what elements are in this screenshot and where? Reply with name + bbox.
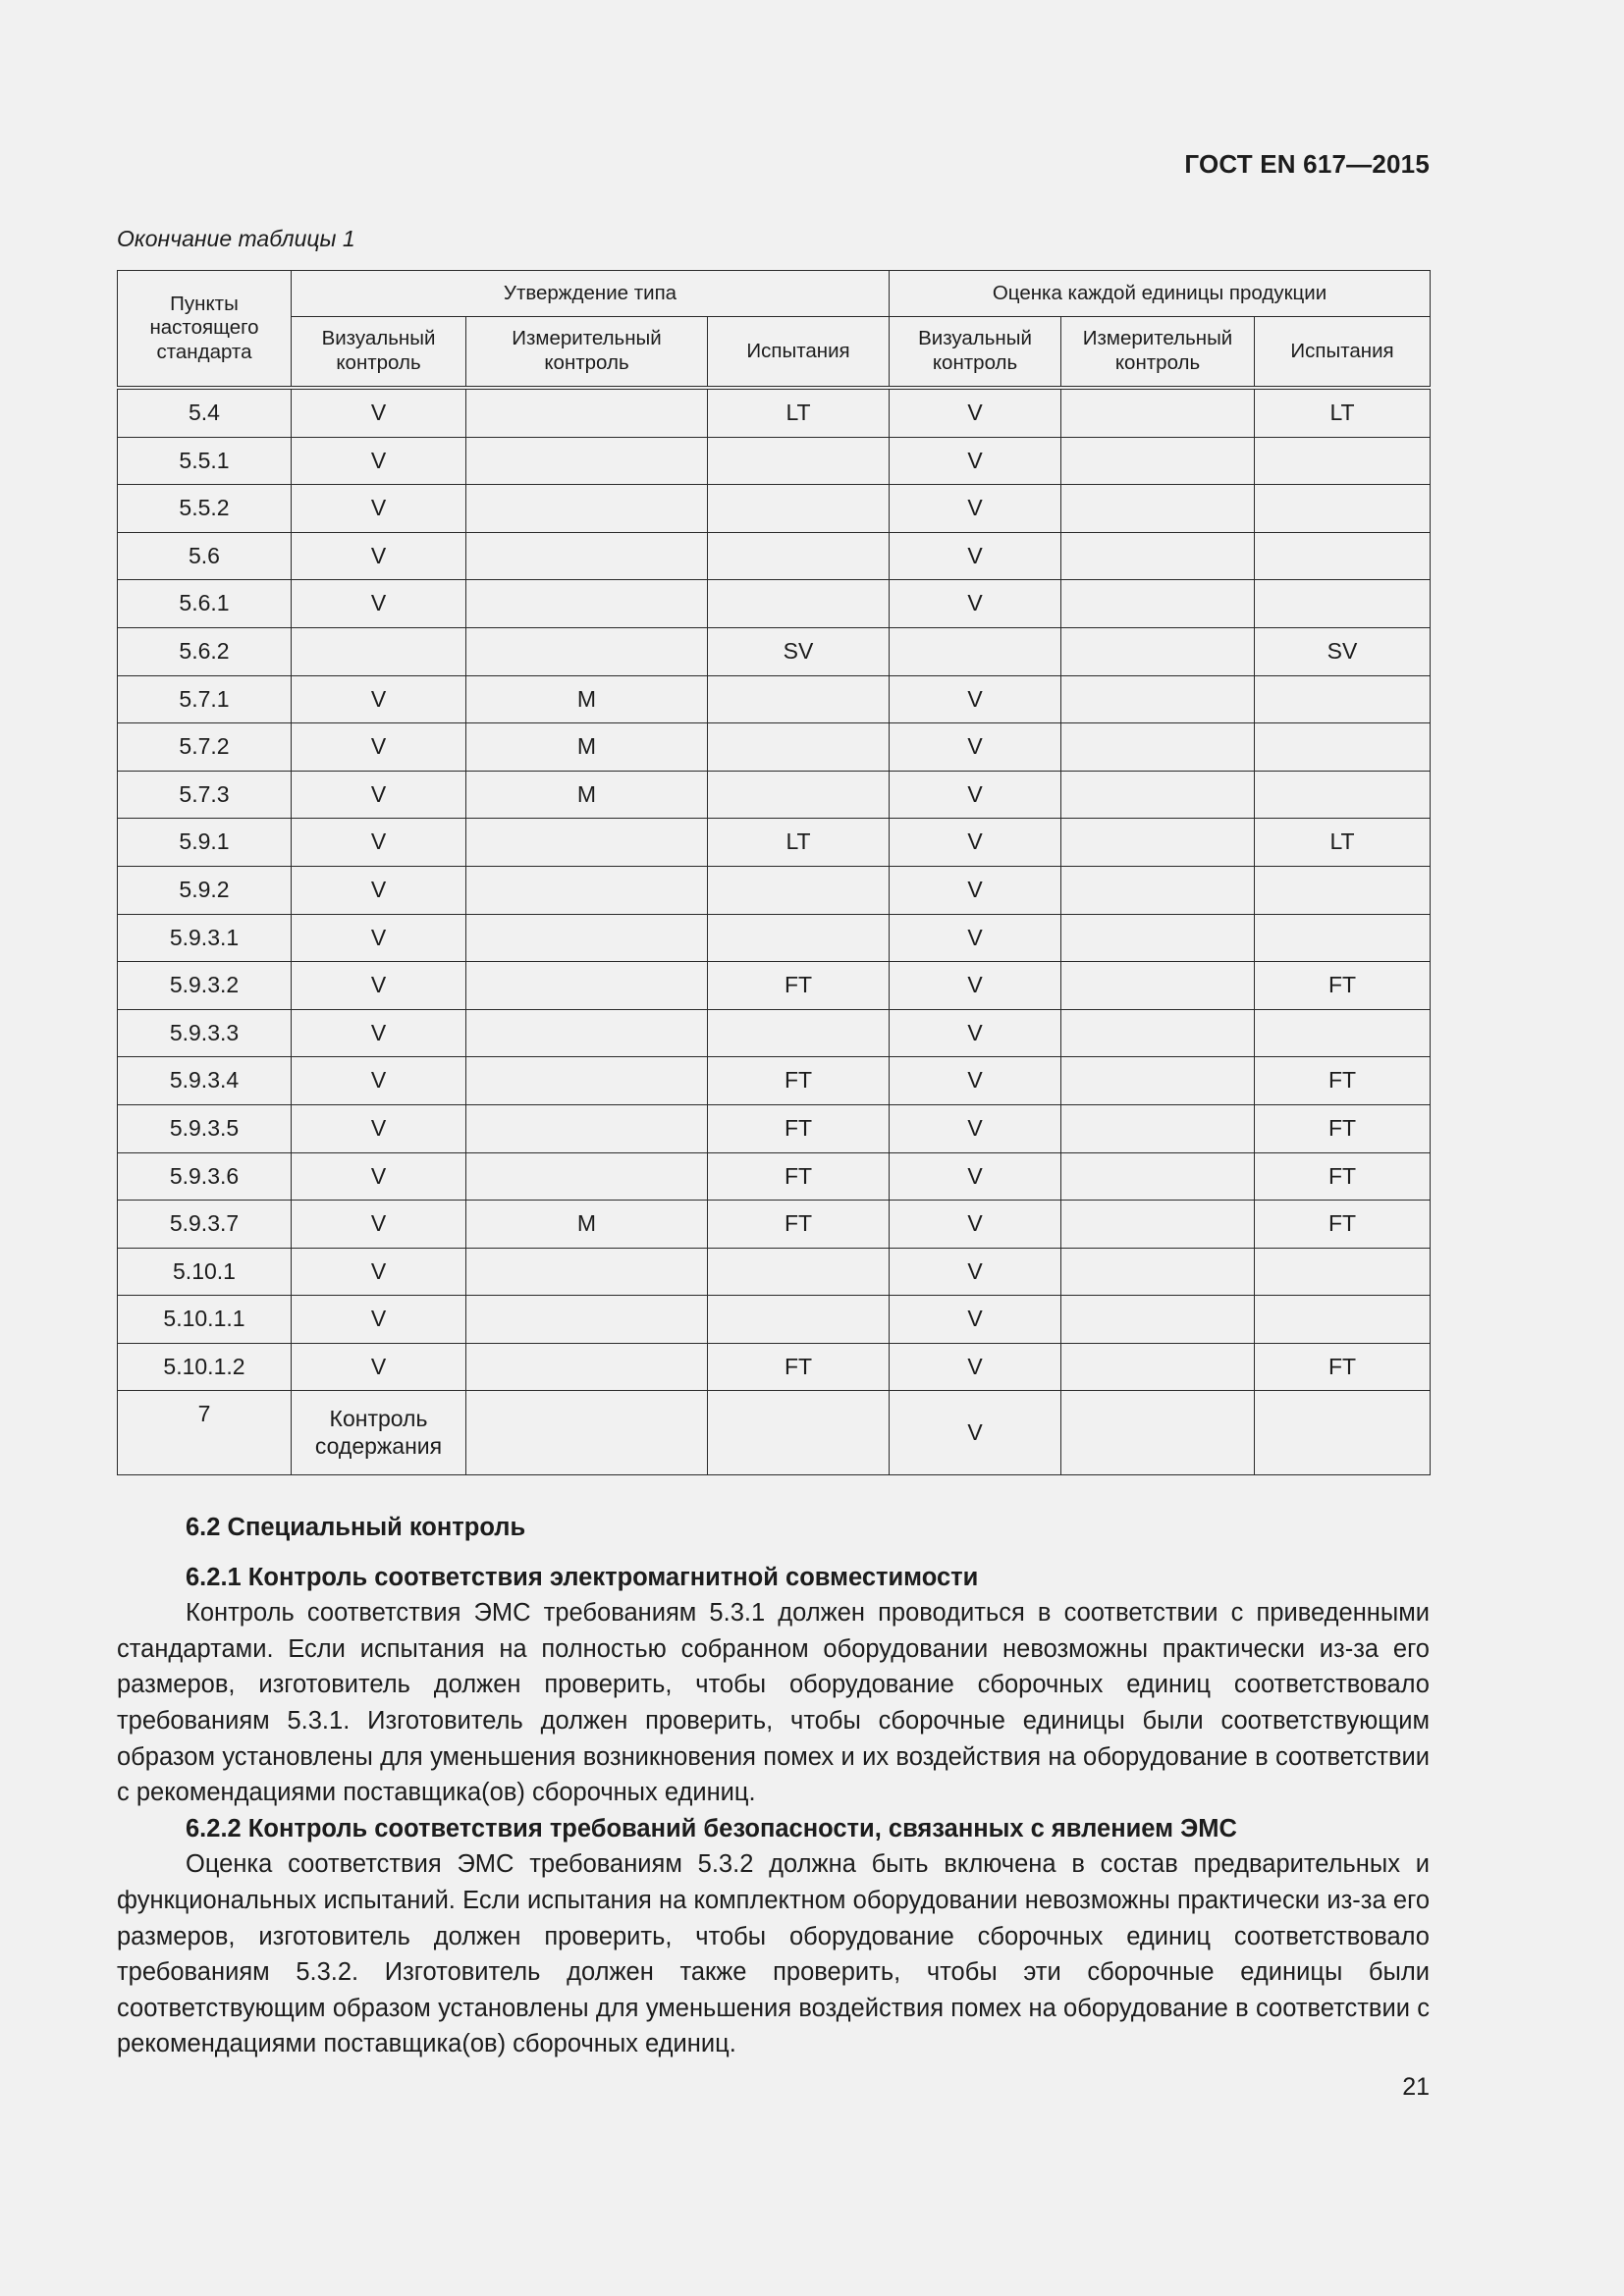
table-cell [708, 866, 890, 914]
table-cell [708, 1391, 890, 1475]
table-cell: FT [1255, 1104, 1431, 1152]
table-cell [466, 532, 708, 580]
table-cell: V [292, 532, 466, 580]
table-cell [1061, 1296, 1255, 1344]
table-cell: FT [1255, 1201, 1431, 1249]
table-cell [708, 580, 890, 628]
clause-cell: 5.10.1.2 [118, 1343, 292, 1391]
table-cell [466, 1104, 708, 1152]
table-row [118, 532, 1431, 580]
header-clause: Пункты настоящего стандарта [118, 271, 292, 389]
table-cell: M [466, 771, 708, 819]
table-cell [1061, 866, 1255, 914]
table-cell: FT [1255, 1343, 1431, 1391]
clause-cell: 5.9.3.3 [118, 1009, 292, 1057]
table-row [118, 1104, 1431, 1152]
table-cell [1255, 675, 1431, 723]
table-cell: V [292, 962, 466, 1010]
table-cell: V [890, 1104, 1061, 1152]
table-cell [708, 1248, 890, 1296]
table-cell [708, 723, 890, 772]
table-row [118, 580, 1431, 628]
table-row [118, 1248, 1431, 1296]
table-row [118, 866, 1431, 914]
table-cell: V [890, 1391, 1061, 1475]
table-row [118, 1296, 1431, 1344]
table-cell [1061, 388, 1255, 437]
table-cell [708, 485, 890, 533]
table-cell: V [292, 580, 466, 628]
table-cell: LT [1255, 388, 1431, 437]
table-cell: SV [708, 627, 890, 675]
table-cell [466, 1391, 708, 1475]
table-cell: V [890, 532, 1061, 580]
section-heading-6-2-2: 6.2.2 Контроль соответствия требований безопасности, связанных с явлением ЭМС [186, 1814, 1237, 1842]
table-row [118, 627, 1431, 675]
table-cell [1061, 532, 1255, 580]
table-cell [1255, 771, 1431, 819]
table-cell: M [466, 723, 708, 772]
table-cell [890, 627, 1061, 675]
table-cell: V [292, 388, 466, 437]
clause-cell: 5.9.1 [118, 819, 292, 867]
clause-cell: 5.10.1 [118, 1248, 292, 1296]
clause-cell: 5.9.3.5 [118, 1104, 292, 1152]
table-row [118, 485, 1431, 533]
table-cell: V [292, 1009, 466, 1057]
table-cell [1255, 1296, 1431, 1344]
table-cell [1061, 819, 1255, 867]
table-row [118, 1391, 1431, 1475]
subheader-measurement: Измерительный контроль [466, 317, 708, 389]
table-cell: V [292, 1152, 466, 1201]
table-cell: V [890, 723, 1061, 772]
table-cell: V [890, 914, 1061, 962]
table-cell: V [890, 388, 1061, 437]
table-cell: V [292, 1296, 466, 1344]
table-cell: V [890, 962, 1061, 1010]
table-cell: V [292, 675, 466, 723]
section-heading-6-2-1: 6.2.1 Контроль соответствия электромагнитной совместимости [186, 1563, 979, 1591]
header-type-approval: Утверждение типа [292, 271, 890, 317]
subheader-visual: Визуальный контроль [292, 317, 466, 389]
clause-cell: 5.7.2 [118, 723, 292, 772]
paragraph-6-2-2: Оценка соответствия ЭМС требованиям 5.3.2 должна быть включена в состав предварительных и функциональных испытаний. Если испытания на комплектном оборудовании невозможны практически из-за его размеров, изготовитель должен проверить, чтобы оборудование сборочных единиц соответствовало требованиям 5.3.2. Изготовитель должен также проверить, чтобы эти сборочные единицы были соответствующим образом установлены для уменьшения воздействия помех на оборудование в соответствии с рекомендациями поставщика(ов) сборочных единиц. [117, 1850, 1430, 2058]
table-cell [1255, 437, 1431, 485]
table-cell [1061, 1152, 1255, 1201]
table-cell [1061, 437, 1255, 485]
table-cell [1255, 532, 1431, 580]
clause-cell: 5.4 [118, 388, 292, 437]
table-cell: LT [1255, 819, 1431, 867]
table-cell: V [890, 1009, 1061, 1057]
table-cell [1255, 1391, 1431, 1475]
table-cell: FT [708, 1201, 890, 1249]
table-cell [1061, 1248, 1255, 1296]
table-cell [1061, 1057, 1255, 1105]
table-row [118, 1152, 1431, 1201]
table-cell [292, 627, 466, 675]
table-cell [1061, 1009, 1255, 1057]
inspection-table [117, 270, 1431, 1475]
clause-cell: 5.9.2 [118, 866, 292, 914]
table-cell [1061, 1343, 1255, 1391]
table-cell: V [292, 1248, 466, 1296]
table-cell: V [890, 771, 1061, 819]
table-cell [466, 485, 708, 533]
table-cell: FT [708, 1057, 890, 1105]
clause-cell: 5.5.1 [118, 437, 292, 485]
table-cell [1061, 914, 1255, 962]
table-cell: V [890, 1201, 1061, 1249]
table-cell: V [292, 1104, 466, 1152]
table-cell [708, 1296, 890, 1344]
subheader-measurement: Измерительный контроль [1061, 317, 1255, 389]
table-cell: M [466, 675, 708, 723]
table-cell [1061, 580, 1255, 628]
table-cell: FT [708, 1343, 890, 1391]
clause-cell: 5.10.1.1 [118, 1296, 292, 1344]
subheader-visual: Визуальный контроль [890, 317, 1061, 389]
table-row [118, 388, 1431, 437]
table-cell [466, 819, 708, 867]
table-cell [466, 1057, 708, 1105]
table-cell [1061, 771, 1255, 819]
clause-cell: 7 [118, 1391, 292, 1475]
table-cell [708, 675, 890, 723]
table-cell [466, 914, 708, 962]
clause-cell: 5.6.2 [118, 627, 292, 675]
table-cell: V [890, 1248, 1061, 1296]
clause-cell: 5.9.3.2 [118, 962, 292, 1010]
table-cell: M [466, 1201, 708, 1249]
table-cell: V [292, 485, 466, 533]
clause-cell: 5.6.1 [118, 580, 292, 628]
table-row [118, 1201, 1431, 1249]
table-cell [1061, 723, 1255, 772]
table-row [118, 1009, 1431, 1057]
table-cell: V [292, 866, 466, 914]
table-cell: Контроль содержания [292, 1391, 466, 1475]
table-cell: FT [1255, 1057, 1431, 1105]
table-cell: V [292, 723, 466, 772]
table-cell [466, 866, 708, 914]
table-row [118, 437, 1431, 485]
table-cell: V [890, 485, 1061, 533]
table-cell: FT [708, 1104, 890, 1152]
table-cell: LT [708, 388, 890, 437]
table-row [118, 1057, 1431, 1105]
table-cell: V [890, 1296, 1061, 1344]
table-cell [466, 1152, 708, 1201]
table-cell: V [292, 1057, 466, 1105]
table-cell [1255, 914, 1431, 962]
table-cell: V [890, 1343, 1061, 1391]
table-cell [1061, 1201, 1255, 1249]
table-cell [1061, 675, 1255, 723]
table-cell [466, 1343, 708, 1391]
table-cell [1255, 485, 1431, 533]
body-text [117, 1510, 1430, 2062]
table-row [118, 962, 1431, 1010]
table-cell: V [890, 675, 1061, 723]
table-cell [466, 388, 708, 437]
table-cell [466, 1296, 708, 1344]
table-row [118, 723, 1431, 772]
table-row [118, 819, 1431, 867]
clause-cell: 5.9.3.6 [118, 1152, 292, 1201]
table-cell [1061, 1104, 1255, 1152]
table-cell: SV [1255, 627, 1431, 675]
table-cell [708, 771, 890, 819]
page-number: 21 [1402, 2073, 1430, 2101]
table-cell: V [890, 437, 1061, 485]
clause-cell: 5.7.3 [118, 771, 292, 819]
table-cell: FT [708, 962, 890, 1010]
table-cell [466, 580, 708, 628]
table-cell: V [292, 819, 466, 867]
table-cell [1061, 485, 1255, 533]
table-cell [1255, 580, 1431, 628]
table-cell [466, 1248, 708, 1296]
table-row [118, 914, 1431, 962]
table-cell [708, 532, 890, 580]
table-cell: V [890, 1057, 1061, 1105]
subheader-tests: Испытания [708, 317, 890, 389]
table-cell [466, 627, 708, 675]
table-cell [1061, 962, 1255, 1010]
paragraph-6-2-1: Контроль соответствия ЭМС требованиям 5.3.1 должен проводиться в соответствии с приведенными стандартами. Если испытания на полностью собранном оборудовании невозможны практически из-за его размеров, изготовитель должен проверить, чтобы оборудование сборочных единиц соответствовало требованиям 5.3.1. Изготовитель должен проверить, чтобы сборочные единицы были соответствующим образом установлены для уменьшения возникновения помех и их воздействия на оборудование в соответствии с рекомендациями поставщика(ов) сборочных единиц. [117, 1599, 1430, 1807]
table-cell: V [890, 580, 1061, 628]
clause-cell: 5.5.2 [118, 485, 292, 533]
table-cell [466, 1009, 708, 1057]
table-cell [1255, 1248, 1431, 1296]
clause-cell: 5.9.3.4 [118, 1057, 292, 1105]
table-row [118, 771, 1431, 819]
table-cell [708, 437, 890, 485]
table-cell [1061, 627, 1255, 675]
table-cell [708, 914, 890, 962]
table-cell: V [292, 1343, 466, 1391]
clause-cell: 5.9.3.7 [118, 1201, 292, 1249]
table-row [118, 675, 1431, 723]
table-cell: V [292, 914, 466, 962]
table-cell [1255, 866, 1431, 914]
clause-cell: 5.6 [118, 532, 292, 580]
section-heading-6-2: 6.2 Специальный контроль [186, 1514, 526, 1541]
table-cell [1061, 1391, 1255, 1475]
header-unit-assessment: Оценка каждой единицы продукции [890, 271, 1431, 317]
document-code: ГОСТ EN 617—2015 [1184, 149, 1430, 179]
table-cell: V [890, 819, 1061, 867]
table-cell [1255, 1009, 1431, 1057]
table-cell [708, 1009, 890, 1057]
table-cell: V [292, 437, 466, 485]
table-cell [466, 437, 708, 485]
table-cell [1255, 723, 1431, 772]
table-cell: V [292, 1201, 466, 1249]
table-cell: FT [1255, 962, 1431, 1010]
table-caption: Окончание таблицы 1 [117, 226, 355, 251]
clause-cell: 5.9.3.1 [118, 914, 292, 962]
table-cell: FT [1255, 1152, 1431, 1201]
table-row [118, 1343, 1431, 1391]
subheader-tests: Испытания [1255, 317, 1431, 389]
table-cell: LT [708, 819, 890, 867]
table-cell: V [890, 1152, 1061, 1201]
table-cell: FT [708, 1152, 890, 1201]
table-cell [466, 962, 708, 1010]
clause-cell: 5.7.1 [118, 675, 292, 723]
table-cell: V [890, 866, 1061, 914]
table-cell: V [292, 771, 466, 819]
